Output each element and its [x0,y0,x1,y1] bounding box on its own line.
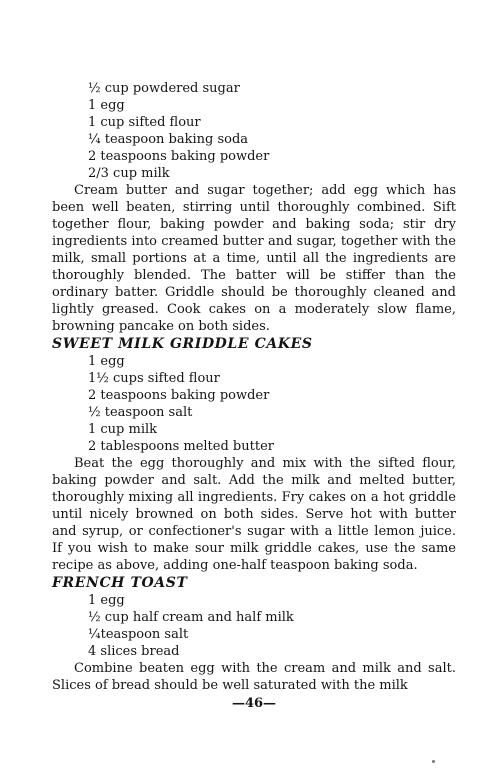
ingredient-line: 4 slices bread [88,644,180,659]
ingredient-line: 2 teaspoons baking powder [88,149,270,164]
ingredient-line: 2 tablespoons melted butter [88,439,274,454]
ingredient-line: ¼teaspoon salt [88,627,189,642]
recipe-title: FRENCH TOAST [52,575,188,591]
ingredient-line: 2/3 cup milk [88,166,170,181]
page-number: —46— [231,696,277,711]
cookbook-page [52,80,456,713]
ingredient-line: 1 egg [88,593,125,608]
ingredient-line: 2 teaspoons baking powder [88,388,270,403]
recipe-directions: Combine beaten egg with the cream and milk and salt. Slices of bread should be well saturated with the milk [52,661,456,693]
recipe-directions: Cream butter and sugar together; add egg which has been well beaten, stirring until thoroughly combined. Sift together flour, baking powder and baking soda; stir dry ingredients into creamed butter and sugar, together with the milk, small portions at a time, until all the ingredients are thoroughly blended. The batter will be stiffer than the ordinary batter. Griddle should be thoroughly cleaned and lightly greased. Cook cakes on a moderately slow flame, browning pancake on both sides. [52,183,456,334]
recipe-ingredients-list [52,353,456,455]
recipe-ingredients-list [52,80,456,182]
ingredient-line: 1½ cups sifted flour [88,371,220,386]
ingredient-line: ½ cup half cream and half milk [88,610,294,625]
recipe-title: SWEET MILK GRIDDLE CAKES [52,336,313,352]
ingredient-line: 1 egg [88,98,125,113]
ingredient-line: ½ cup powdered sugar [88,81,240,96]
ingredient-line: ½ teaspoon salt [88,405,193,420]
recipe-directions: Beat the egg thoroughly and mix with the sifted flour, baking powder and salt. Add the milk and melted butter, thoroughly mixing all ingredients. Fry cakes on a hot griddle until nicely browned on both sides. Serve hot with butter and syrup, or confectioner's sugar with a little lemon juice. If you wish to make sour milk griddle cakes, use the same recipe as above, adding one-half teaspoon baking soda. [52,456,456,573]
ingredient-line: 1 egg [88,354,125,369]
ingredient-line: 1 cup sifted flour [88,115,201,130]
ingredient-line: ¼ teaspoon baking soda [88,132,249,147]
print-speck [432,760,435,763]
ingredient-line: 1 cup milk [88,422,158,437]
recipe-ingredients-list [52,592,456,660]
